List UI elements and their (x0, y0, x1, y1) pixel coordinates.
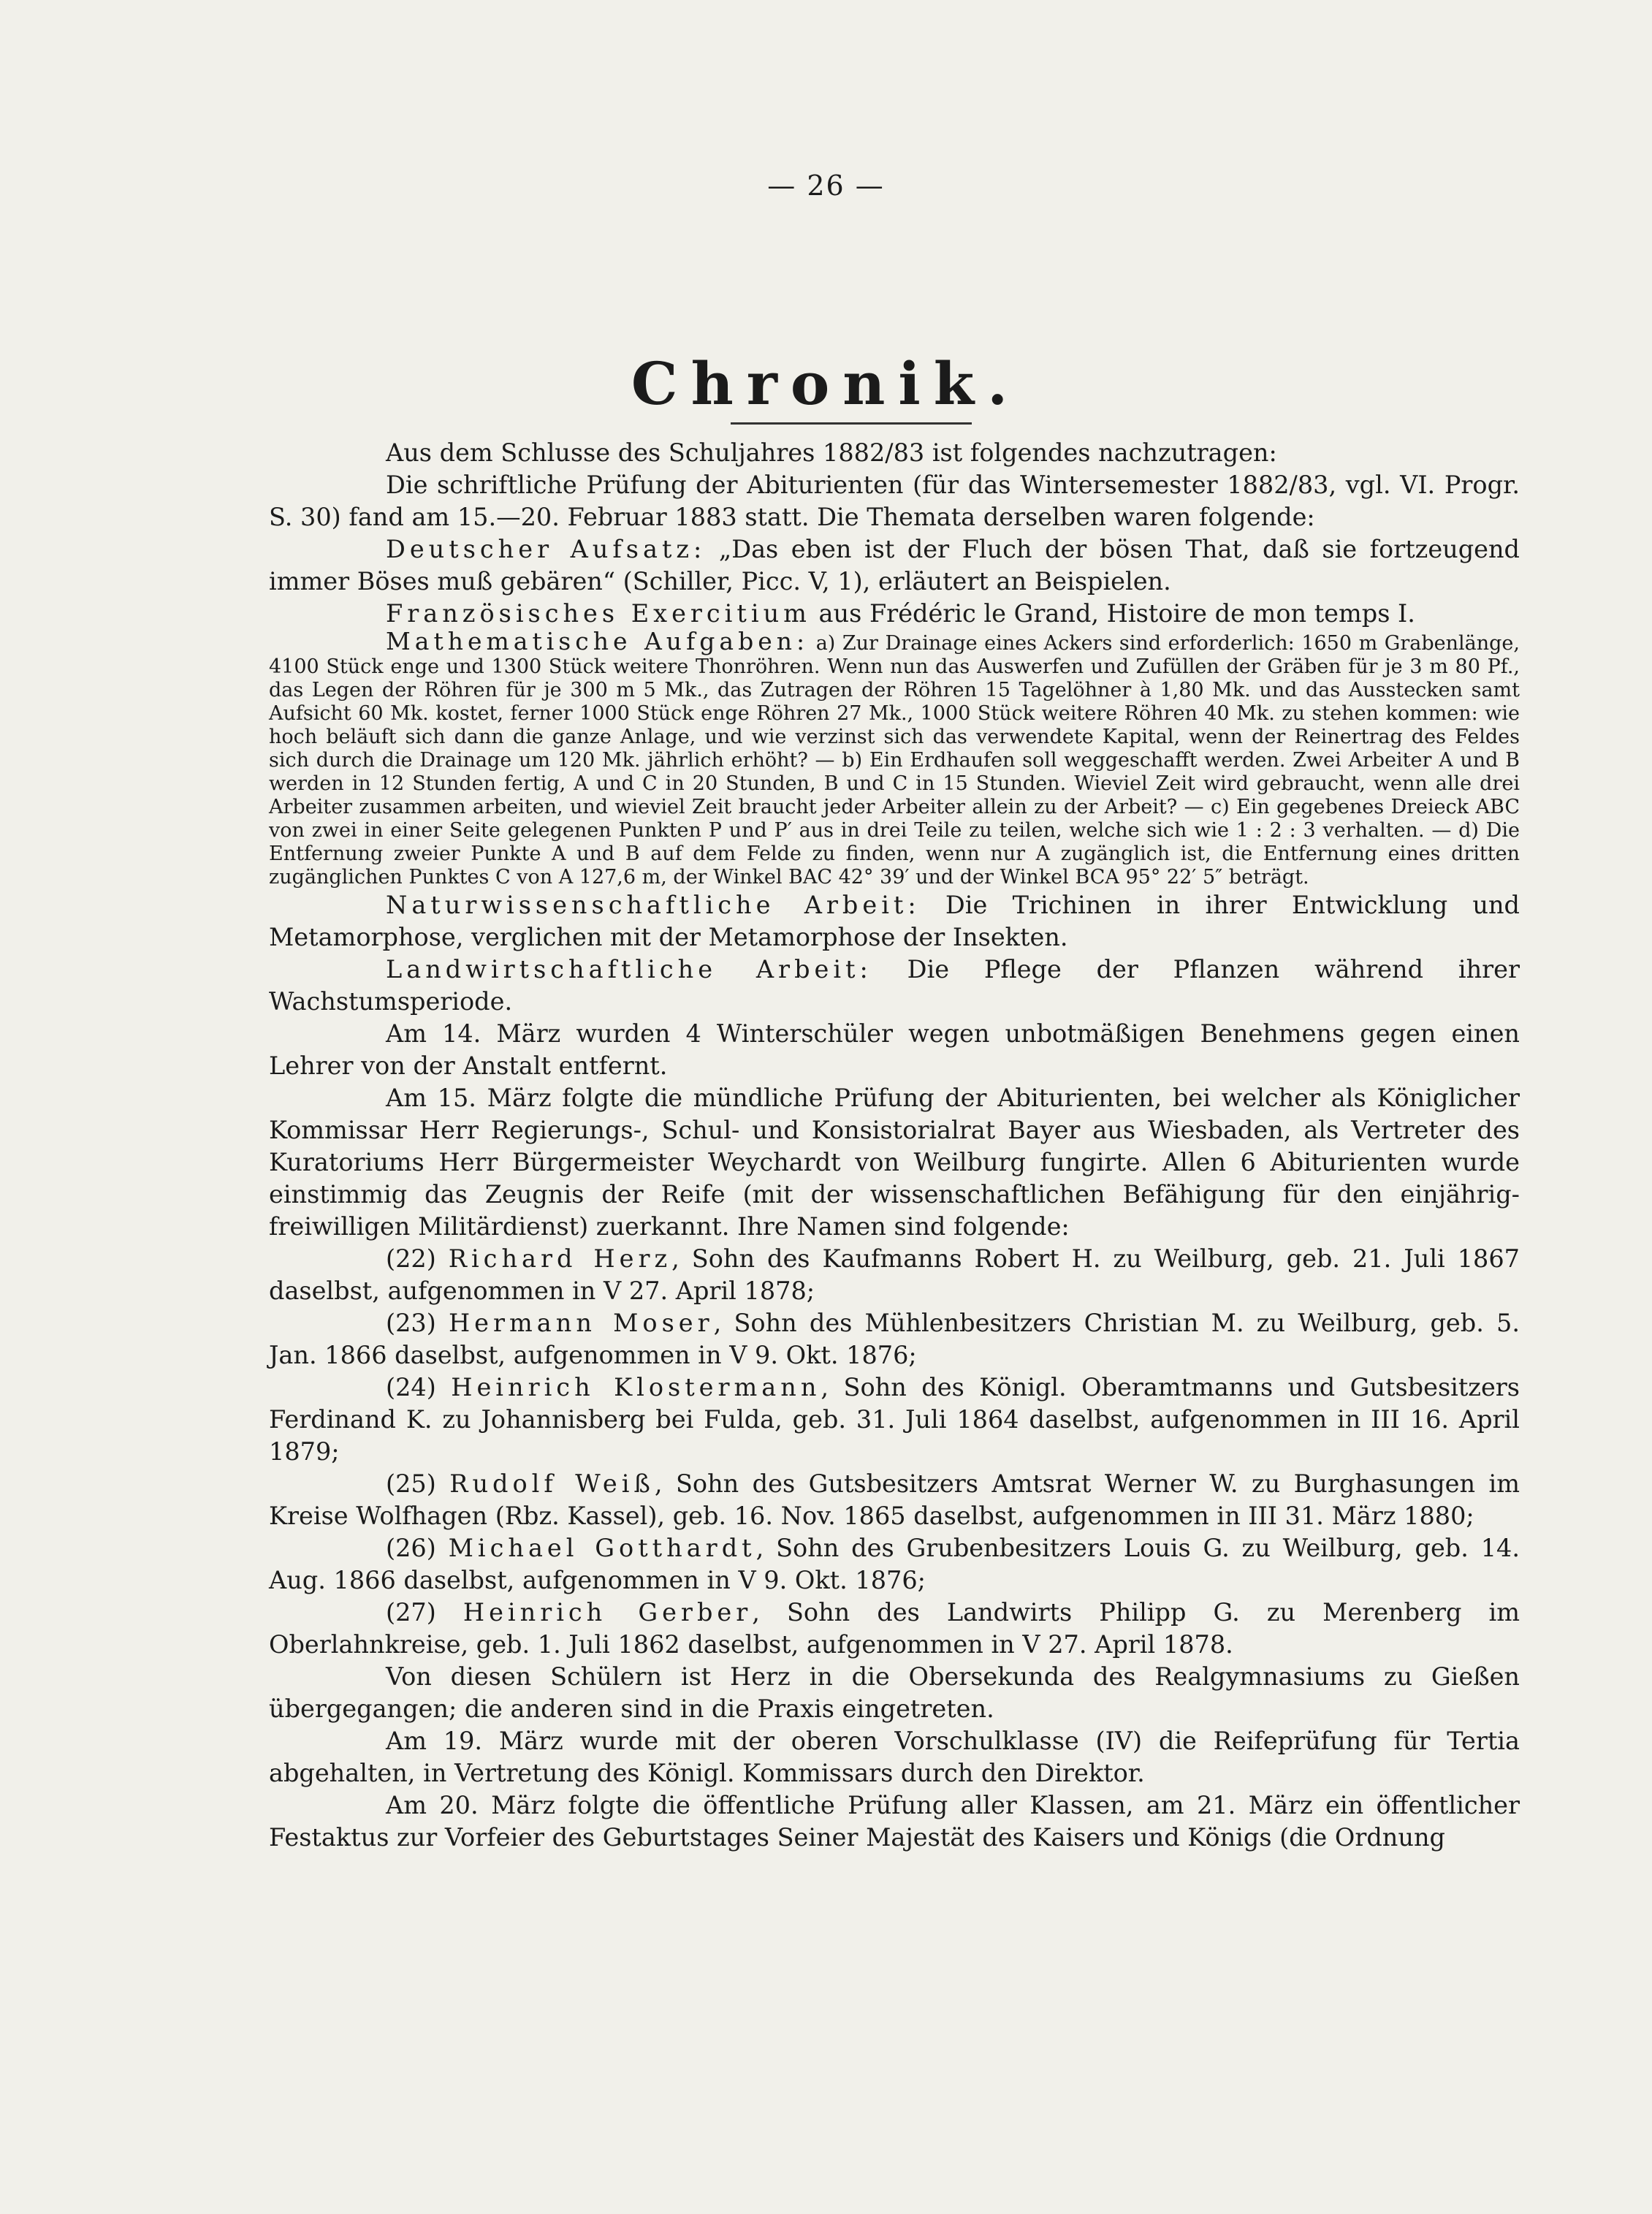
paragraph-label: Mathematische Aufgaben: (386, 627, 810, 655)
abiturient-name: Rudolf Weiß (449, 1469, 655, 1498)
abiturient-name: Richard Herz (448, 1244, 672, 1273)
list-item: (24) Heinrich Klostermann, Sohn des Königl. Oberamtmanns und Gutsbesitzers Ferdinand K. zu Johannisberg bei Fulda, geb. 31. Juli 1864 daselbst, aufgenommen in III 16. April 1879; (269, 1373, 1520, 1466)
paragraph: Die schriftliche Prüfung der Abiturienten (für das Wintersemester 1882/83, vgl. VI. Progr. S. 30) fand am 15.—20. Februar 1883 statt. Die Themata derselben waren folgende: (269, 471, 1520, 531)
paragraph: Am 14. März wurden 4 Winterschüler wegen unbotmäßigen Benehmens gegen einen Lehrer von der Anstalt entfernt. (269, 1019, 1520, 1080)
list-item: (26) Michael Gotthardt, Sohn des Grubenbesitzers Louis G. zu Weilburg, geb. 14. Aug. 1866 daselbst, aufgenommen in V 9. Okt. 1876; (269, 1534, 1520, 1594)
paragraph: Französisches Exercitium aus Frédéric le Grand, Histoire de mon temps I. (386, 599, 1415, 628)
abiturient-name: Hermann Moser (448, 1309, 714, 1337)
paragraph: Am 19. März wurde mit der oberen Vorschulklasse (IV) die Reifeprüfung für Tertia abgehalten, in Vertretung des Königl. Kommissars durch den Direktor. (269, 1727, 1520, 1787)
paragraph-label: Naturwissenschaftliche Arbeit: (386, 891, 921, 919)
paragraph: Deutscher Aufsatz: „Das eben ist der Fluch der bösen That, daß sie fortzeugend immer Böses muß gebären“ (Schiller, Picc. V, 1), erläutert an Beispielen. (269, 535, 1520, 596)
abiturient-name: Heinrich Gerber (463, 1598, 753, 1627)
list-item: (22) Richard Herz, Sohn des Kaufmanns Robert H. zu Weilburg, geb. 21. Juli 1867 daselbst, aufgenommen in V 27. April 1878; (269, 1244, 1520, 1305)
paragraph: Landwirtschaftliche Arbeit: Die Pflege der Pflanzen während ihrer Wachstumsperiode. (269, 955, 1520, 1016)
list-item: (25) Rudolf Weiß, Sohn des Gutsbesitzers Amtsrat Werner W. zu Burghasungen im Kreise Wolfhagen (Rbz. Kassel), geb. 16. Nov. 1865 daselbst, aufgenommen in III 31. März 1880; (269, 1469, 1520, 1530)
abiturient-name: Michael Gotthardt (448, 1534, 756, 1562)
paragraph-label: Landwirtschaftliche Arbeit: (386, 955, 872, 984)
paragraph-label: Französisches Exercitium (386, 599, 811, 628)
paragraph: Am 15. März folgte die mündliche Prüfung der Abiturienten, bei welcher als Königlicher Kommissar Herr Regierungs-, Schul- und Konsistorialrat Bayer aus Wiesbaden, als Vertreter des Kuratoriums Herr Bürgermeister Weychardt von Weilburg fungirte. Allen 6 Abiturienten wurde einstimmig das Zeugnis der Reife (mit der wissenschaftlichen Befähigung für den einjährig-freiwilligen Militärdienst) zuerkannt. Ihre Namen sind folgende: (269, 1084, 1520, 1241)
paragraph: Am 20. März folgte die öffentliche Prüfung aller Klassen, am 21. März ein öffentlicher Festaktus zur Vorfeier des Geburtstages Seiner Majestät des Kaisers und Königs (die Ordnung (269, 1791, 1520, 1852)
list-item: (23) Hermann Moser, Sohn des Mühlenbesitzers Christian M. zu Weilburg, geb. 5. Jan. 1866 daselbst, aufgenommen in V 9. Okt. 1876; (269, 1309, 1520, 1369)
paragraph-label: Deutscher Aufsatz: (386, 535, 707, 563)
paragraph: Von diesen Schülern ist Herz in die Obersekunda des Realgymnasiums zu Gießen übergegangen; die anderen sind in die Praxis eingetreten. (269, 1662, 1520, 1723)
abiturient-name: Heinrich Klostermann (451, 1373, 821, 1401)
paragraph: Aus dem Schlusse des Schuljahres 1882/83 ist folgendes nachzutragen: (386, 438, 1277, 467)
page-number: — 26 — (767, 170, 885, 202)
page-title: Chronik. (631, 349, 1021, 418)
title-underline (731, 422, 972, 425)
paragraph: Naturwissenschaftliche Arbeit: Die Trichinen in ihrer Entwicklung und Metamorphose, verglichen mit der Metamorphose der Insekten. (269, 891, 1520, 951)
paragraph: Mathematische Aufgaben: a) Zur Drainage eines Ackers sind erforderlich: 1650 m Grabenlänge, 4100 Stück enge und 1300 Stück weitere Thonröhren. Wenn nun das Auswerfen und Zufüllen der Gräben für je 3 m 80 Pf., das Legen der Röhren für je 300 m 5 Mk., das Zutragen der Röhren 15 Tagelöhner à 1,80 Mk. und das Ausstecken samt Aufsicht 60 Mk. kostet, ferner 1000 Stück enge Röhren 27 Mk., 1000 Stück weitere Röhren 40 Mk. zu stehen kommen: wie hoch beläuft sich dann die ganze Anlage, und wie verzinst sich das verwendete Kapital, wenn der Reinertrag des Feldes sich durch die Drainage um 120 Mk. jährlich erhöht? — b) Ein Erdhaufen soll weggeschafft werden. Zwei Arbeiter A und B werden in 12 Stunden fertig, A und C in 20 Stunden, B und C in 15 Stunden. Wieviel Zeit wird gebraucht, wenn alle drei Arbeiter zusammen arbeiten, und wieviel Zeit braucht jeder Arbeiter allein zu der Arbeit? — c) Ein gegebenes Dreieck ABC von zwei in einer Seite gelegenen Punkten P und P′ aus in drei Teile zu teilen, welche sich wie 1 : 2 : 3 verhalten. — d) Die Entfernung zweier Punkte A und B auf dem Felde zu finden, wenn nur A zugänglich ist, die Entfernung eines dritten zugänglichen Punktes C von A 127,6 m, der Winkel BAC 42° 39′ und der Winkel BCA 95° 22′ 5″ beträgt. (269, 627, 1520, 889)
document-body (269, 437, 1520, 1854)
list-item: (27) Heinrich Gerber, Sohn des Landwirts Philipp G. zu Merenberg im Oberlahnkreise, geb. 1. Juli 1862 daselbst, aufgenommen in V 27. April 1878. (269, 1598, 1520, 1659)
